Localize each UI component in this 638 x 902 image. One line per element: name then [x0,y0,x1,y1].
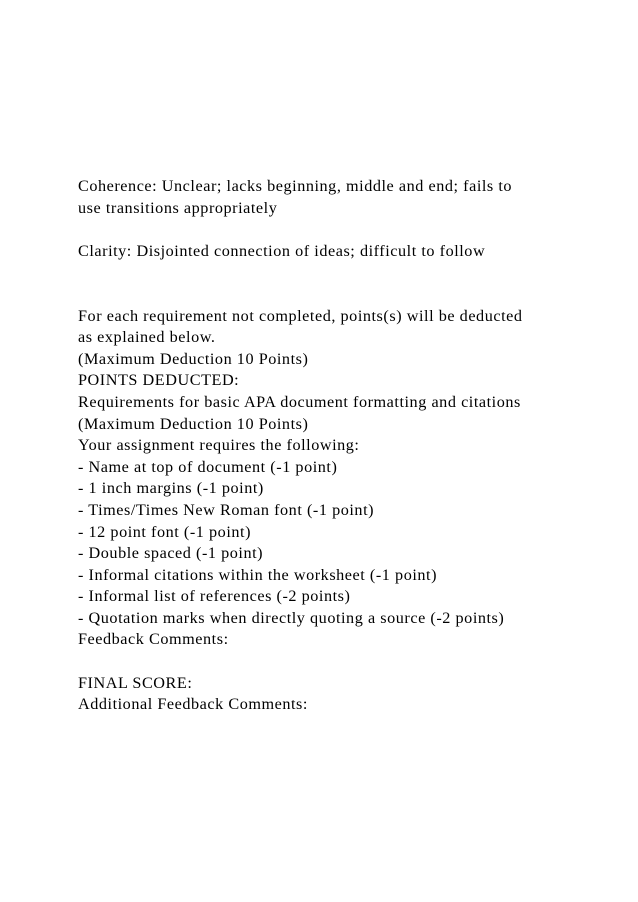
requirement-item: - Times/Times New Roman font (-1 point) [78,500,375,519]
requirement-item: - Name at top of document (-1 point) [78,457,338,476]
feedback-comments-label: Feedback Comments: [78,630,229,649]
deduction-intro-line-2: as explained below. [78,328,216,347]
blank-line [78,219,618,241]
apa-requirements-heading: Requirements for basic APA document formatting and citations [78,392,521,411]
document-body [78,176,618,716]
blank-line [78,651,618,673]
blank-line [78,284,618,306]
requirement-item: - Double spaced (-1 point) [78,544,264,563]
coherence-line-2: use transitions appropriately [78,198,278,217]
deduction-intro-line-1: For each requirement not completed, points(s) will be deducted [78,306,523,325]
max-deduction-line: (Maximum Deduction 10 Points) [78,414,309,433]
assignment-requires-line: Your assignment requires the following: [78,436,360,455]
final-score-label: FINAL SCORE: [78,673,193,692]
max-deduction-line: (Maximum Deduction 10 Points) [78,349,309,368]
clarity-line: Clarity: Disjointed connection of ideas; difficult to follow [78,241,486,260]
requirement-item: - Informal list of references (-2 points) [78,587,351,606]
requirement-item: - Quotation marks when directly quoting a source (-2 points) [78,608,505,627]
additional-feedback-label: Additional Feedback Comments: [78,695,308,714]
points-deducted-heading: POINTS DEDUCTED: [78,371,240,390]
requirement-item: - Informal citations within the worksheet (-1 point) [78,565,438,584]
requirement-item: - 12 point font (-1 point) [78,522,252,541]
requirement-item: - 1 inch margins (-1 point) [78,479,264,498]
coherence-line-1: Coherence: Unclear; lacks beginning, middle and end; fails to [78,177,513,195]
blank-line [78,262,618,284]
